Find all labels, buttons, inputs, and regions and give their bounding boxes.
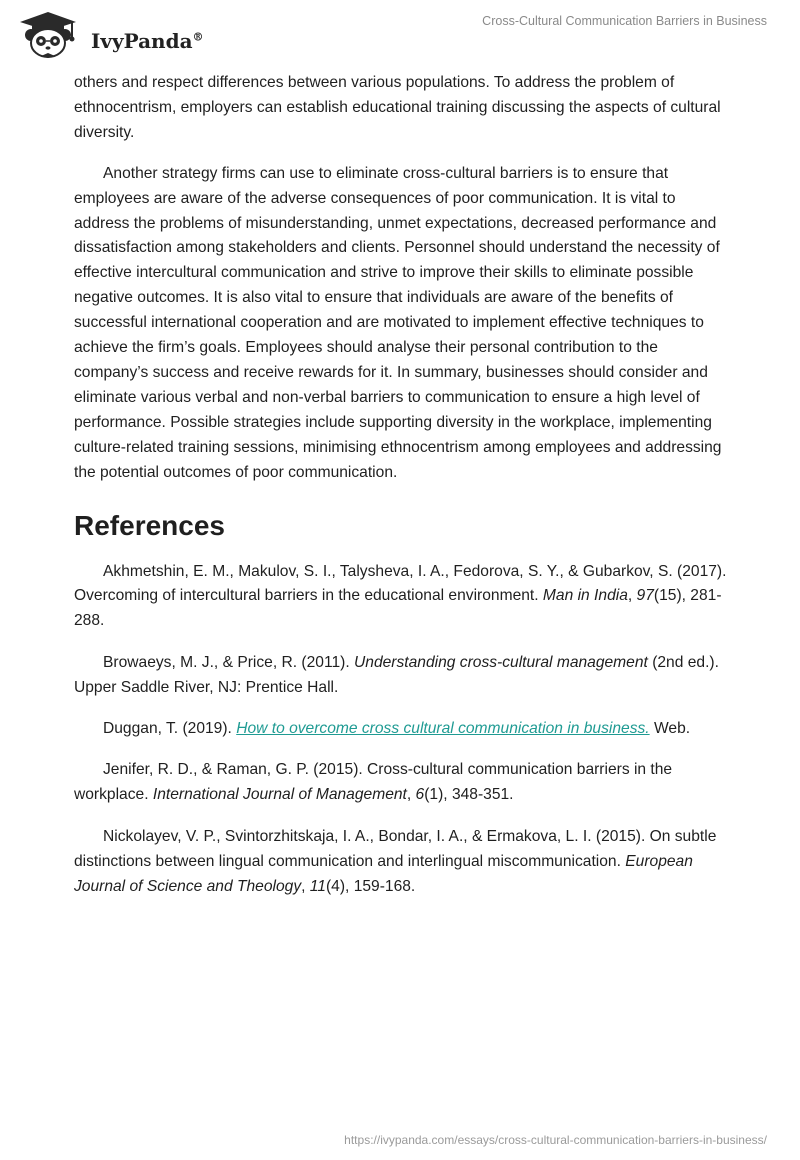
reference-item: Browaeys, M. J., & Price, R. (2011). Understanding cross-cultural management (2nd ed.). Upper Saddle River, NJ: Prentice Hall. bbox=[74, 653, 719, 696]
reference-link[interactable]: How to overcome cross cultural communication in business. bbox=[236, 720, 650, 738]
panda-graduate-icon bbox=[14, 8, 78, 58]
page-header bbox=[0, 0, 800, 66]
references-heading: References bbox=[74, 509, 225, 541]
essay-content bbox=[74, 71, 734, 916]
reference-item: Akhmetshin, E. M., Makulov, S. I., Talysheva, I. A., Fedorova, S. Y., & Gubarkov, S. (2017). Overcoming of intercultural barriers in the educational environment. Man in India, 97(15), 281-288. bbox=[74, 562, 727, 630]
brand-name: IvyPanda® bbox=[91, 29, 204, 53]
reference-item: Nickolayev, V. P., Svintorzhitskaja, I. A., Bondar, I. A., & Ermakova, L. I. (2015). On subtle distinctions between lingual communication and interlingual miscommunication. European Journal of Science and Theology, 11(4), 159-168. bbox=[74, 827, 717, 895]
document-title: Cross-Cultural Communication Barriers in Business bbox=[482, 14, 767, 28]
body-paragraph-1: others and respect differences between various populations. To address the problem of ethnocentrism, employers can establish educational training discussing the aspects of cultural diversity. bbox=[74, 74, 721, 141]
body-paragraph-2: Another strategy firms can use to eliminate cross-cultural barriers is to ensure that employees are aware of the adverse consequences of poor communication. It is vital to address the problems of misunderstanding, unmet expectations, decreased performance and dissatisfaction among stakeholders and clients. Personnel should understand the necessity of effective intercultural communication and strive to improve their skills to eliminate possible negative outcomes. It is also vital to ensure that individuals are aware of the benefits of successful international cooperation and are motivated to implement effective techniques to achieve the firm’s goals. Employees should analyse their personal contribution to the company’s success and receive rewards for it. In summary, businesses should consider and eliminate various verbal and non-verbal barriers to communication to ensure a high level of performance. Possible strategies include supporting diversity in the workplace, implementing culture-related training sessions, minimising ethnocentrism among employees and addressing the potential outcomes of poor communication. bbox=[74, 164, 722, 481]
reference-item: Duggan, T. (2019). How to overcome cross cultural communication in business. Web. bbox=[103, 720, 691, 738]
source-url[interactable]: https://ivypanda.com/essays/cross-cultural-communication-barriers-in-business/ bbox=[344, 1133, 767, 1147]
reference-item: Jenifer, R. D., & Raman, G. P. (2015). Cross-cultural communication barriers in the workplace. International Journal of Management, 6(1), 348-351. bbox=[74, 761, 673, 804]
ivypanda-logo[interactable] bbox=[14, 8, 204, 58]
